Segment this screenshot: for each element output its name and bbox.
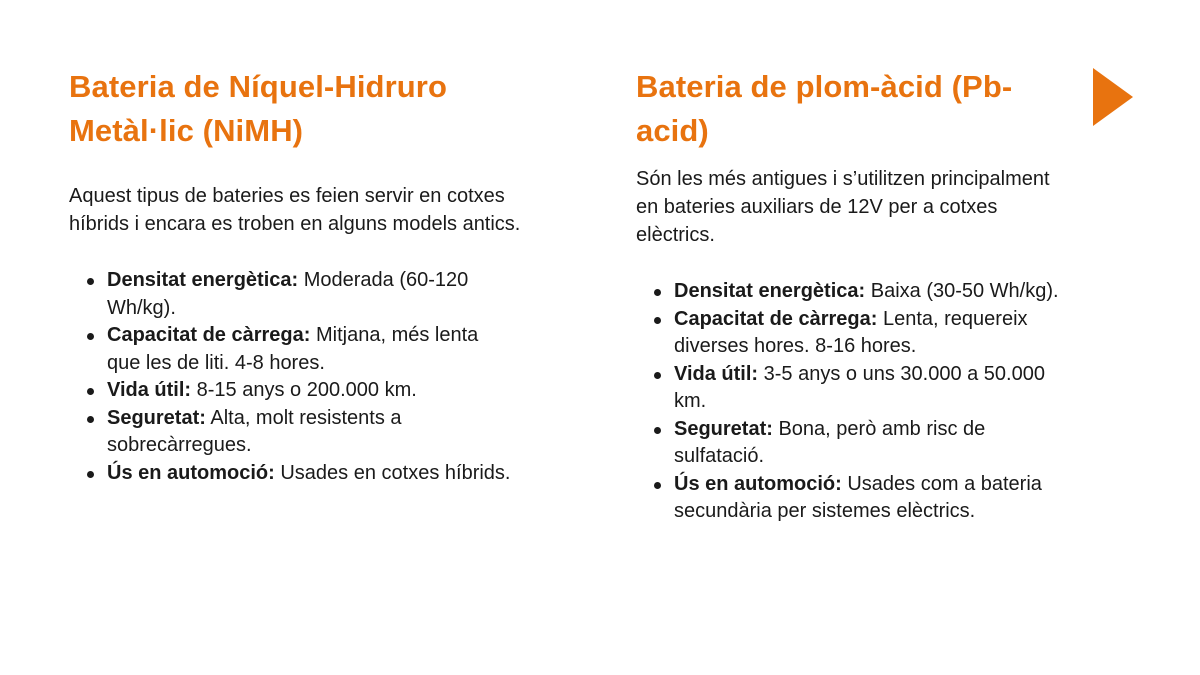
item-text: Usades com a bateria secundària per sistemes elèctrics. xyxy=(674,472,1042,522)
right-title: Bateria de plom-àcid (Pb-acid) xyxy=(636,69,1013,148)
item-text: Alta, molt resistents a sobrecàrregues. xyxy=(107,406,402,456)
left-title: Bateria de Níquel-Hidruro Metàl·lic (NiMH) xyxy=(69,69,447,148)
item-label: Densitat energètica: xyxy=(107,269,299,291)
item-text: Mitjana, més lenta que les de liti. 4-8 hores. xyxy=(107,324,479,374)
item-label: Seguretat: xyxy=(674,417,773,440)
list-item xyxy=(107,405,512,460)
item-text: Bona, però amb risc de sulfatació. xyxy=(674,417,986,467)
item-text: Baixa (30-50 Wh/kg). xyxy=(865,280,1059,302)
item-label: Vida útil: xyxy=(674,362,759,385)
left-intro: Aquest tipus de bateries es feien servir en cotxes híbrids i encara es troben en alguns models antics. xyxy=(69,185,521,235)
item-label: Capacitat de càrrega: xyxy=(674,307,878,330)
item-label: Vida útil: xyxy=(107,379,192,401)
right-intro: Són les més antigues i s’utilitzen principalment en bateries auxiliars de 12V per a cotxes elèctrics. xyxy=(636,168,1050,246)
list-item xyxy=(107,322,512,377)
list-item xyxy=(107,267,512,322)
item-text: Usades en cotxes híbrids. xyxy=(274,461,511,484)
item-text: Lenta, requereix diverses hores. 8-16 hores. xyxy=(674,307,1028,357)
item-text: 3-5 anys o uns 30.000 a 50.000 km. xyxy=(674,362,1045,412)
right-column xyxy=(636,0,1076,526)
next-arrow-icon[interactable] xyxy=(1093,68,1133,126)
list-item xyxy=(107,377,512,405)
left-feature-list xyxy=(69,267,512,487)
item-text: 8-15 anys o 200.000 km. xyxy=(191,379,417,401)
left-column xyxy=(69,0,539,487)
item-label: Densitat energètica: xyxy=(674,280,866,302)
list-item xyxy=(107,460,512,488)
item-text: Moderada (60-120 Wh/kg). xyxy=(107,269,469,319)
list-item xyxy=(674,306,1074,361)
item-label: Seguretat: xyxy=(107,406,206,429)
list-item xyxy=(674,361,1074,416)
item-label: Ús en automoció: xyxy=(107,461,275,484)
item-label: Ús en automoció: xyxy=(674,472,842,495)
list-item xyxy=(674,471,1074,526)
item-label: Capacitat de càrrega: xyxy=(107,324,311,346)
list-item xyxy=(674,278,1074,306)
list-item xyxy=(674,416,1074,471)
right-feature-list xyxy=(636,278,1074,526)
